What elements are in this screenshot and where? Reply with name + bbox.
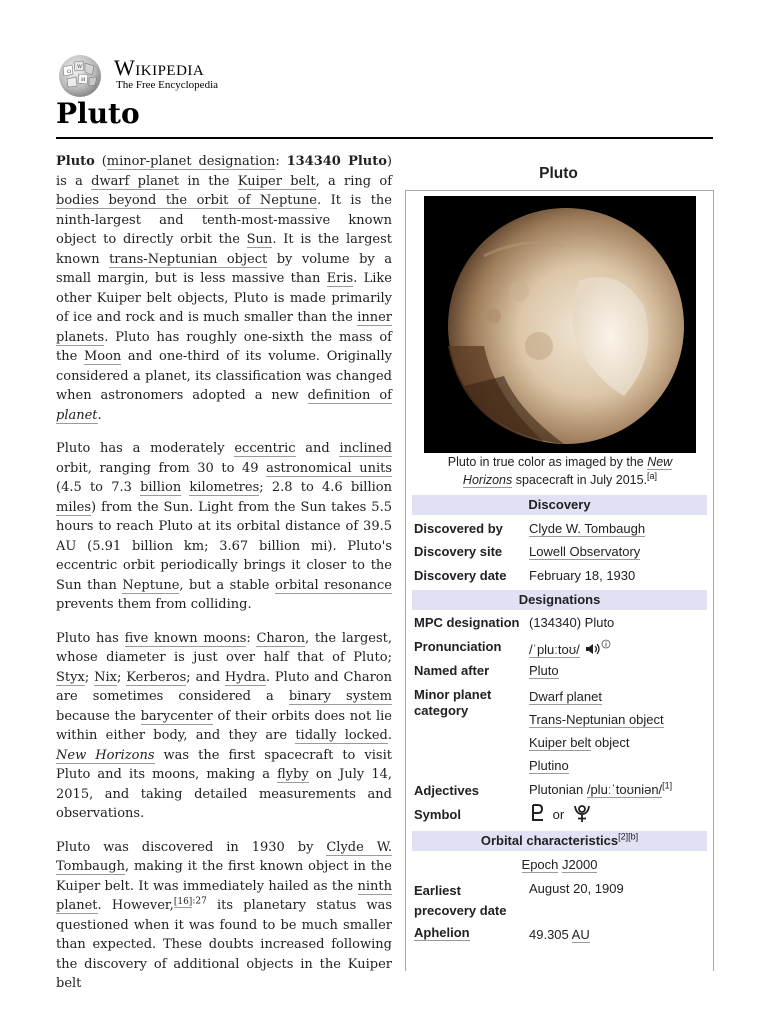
site-wordmark[interactable]: Wikipedia <box>114 55 205 80</box>
value-discovery-date: February 18, 1930 <box>529 568 636 583</box>
svg-text:W: W <box>77 64 83 70</box>
link-aphelion[interactable]: Aphelion <box>414 925 470 940</box>
link-hydra[interactable]: Hydra <box>224 669 266 685</box>
paragraph-4 <box>56 838 392 994</box>
text: in the <box>179 173 238 189</box>
text: object <box>591 735 630 750</box>
link-five-known-moons[interactable]: five known moons <box>124 630 247 646</box>
pluto-bident-icon[interactable] <box>572 803 592 823</box>
text: Pluto <box>56 154 95 169</box>
citation-link[interactable]: [16] <box>173 896 193 907</box>
text: 49.305 <box>529 927 569 942</box>
link-new-horizons[interactable] <box>56 748 155 764</box>
value-aphelion <box>529 927 709 943</box>
text: : <box>246 630 257 646</box>
link-flyby[interactable]: flyby <box>277 767 309 782</box>
label-mpc-designation: MPC designation <box>414 615 520 630</box>
svg-text:И: И <box>81 77 86 83</box>
link-styx[interactable]: Styx <box>56 669 85 685</box>
text: ; 2.8 to 4.6 billion <box>259 480 392 495</box>
link-barycenter[interactable]: barycenter <box>140 708 213 724</box>
text: . However, <box>97 898 174 913</box>
link-pluto-mythology[interactable]: Pluto <box>529 663 559 678</box>
link-trans-neptunian-object[interactable]: Trans-Neptunian object <box>529 712 664 727</box>
link-trans-neptunian-object[interactable]: trans-Neptunian object <box>109 251 268 267</box>
value-mpc-designation: (134340) Pluto <box>529 615 615 630</box>
label-minor-planet-category: Minor planet category <box>414 687 492 718</box>
citation-page: :27 <box>192 896 207 907</box>
pluto-pl-monogram-icon[interactable] <box>529 803 545 823</box>
link-kuiper-belt[interactable]: Kuiper belt <box>529 735 592 750</box>
link-sun[interactable]: Sun <box>246 232 273 247</box>
link-kerberos[interactable]: Kerberos <box>126 669 187 685</box>
text: its planetary status was questioned when it was found to be much smaller than expected. These doubts increased following the discovery of additional objects in the Kuiper belt <box>56 898 392 991</box>
link-tidally-locked[interactable]: tidally locked <box>295 728 388 743</box>
text: definition of <box>307 388 392 403</box>
link-trans-neptune-bodies[interactable]: bodies beyond the orbit of Neptune <box>56 193 317 208</box>
label-pronunciation: Pronunciation <box>414 639 502 654</box>
text: . Pluto has roughly one-sixth the mass of the <box>56 329 392 364</box>
link-eccentric[interactable]: eccentric <box>234 441 296 456</box>
text: . It is the ninth-largest and tenth-most-massive known object to directly orbit the <box>56 193 392 247</box>
image-caption <box>426 453 694 489</box>
link-clyde-tombaugh[interactable]: Clyde W. Tombaugh <box>529 521 646 536</box>
text: , making it the first known object in the Kuiper belt. It was immediately hailed as the <box>56 859 392 894</box>
link-dwarf-planet[interactable]: Dwarf planet <box>529 689 602 704</box>
text: of their orbits does not lie within either body, and they are <box>56 708 392 743</box>
section-designations: Designations <box>412 590 707 610</box>
text: Pluto in true color as imaged by the <box>447 455 648 469</box>
epoch-row <box>412 857 707 873</box>
text: because the <box>56 708 141 724</box>
text: and one-third of its volume. Originally considered a planet, its classification was changed when astronomers adopted a new <box>56 349 392 403</box>
section-orbital-characteristics <box>412 831 707 851</box>
text: , the largest, whose diameter is just over half that of Pluto; <box>56 630 393 665</box>
label-discovered-by: Discovered by <box>414 521 503 536</box>
link-epoch[interactable]: Epoch <box>521 857 559 872</box>
text: (4.5 to 7.3 <box>56 480 141 495</box>
link-eris[interactable]: Eris <box>326 271 354 286</box>
label-discovery-date: Discovery date <box>414 568 507 583</box>
text: . <box>97 407 102 423</box>
citation-1[interactable]: [1] <box>662 780 673 791</box>
page-title: Pluto <box>56 97 140 130</box>
link-nix[interactable]: Nix <box>94 669 117 685</box>
link-kuiper-belt[interactable]: Kuiper belt <box>237 173 316 189</box>
citation-2[interactable]: [2] <box>618 831 629 842</box>
note-b[interactable]: [b] <box>628 831 639 842</box>
label-symbol: Symbol <box>414 807 461 822</box>
text: prevents them from colliding. <box>56 597 252 612</box>
text: ) is a <box>56 154 392 189</box>
info-icon[interactable] <box>601 639 611 649</box>
text: New Horizons <box>56 747 155 763</box>
text: . Like other Kuiper belt objects, Pluto is made primarily of ice and rock and is much smaller than the <box>56 271 392 325</box>
link-neptune[interactable]: Neptune <box>122 577 180 593</box>
value-pronunciation <box>529 639 709 658</box>
infobox-caption: Pluto <box>539 165 578 182</box>
link-j2000[interactable]: J2000 <box>562 857 598 872</box>
text: , but a stable <box>179 577 275 593</box>
text: by volume by a small margin, but is less massive than <box>56 251 392 286</box>
text: . <box>387 728 392 743</box>
link-binary-system[interactable]: binary system <box>288 689 392 704</box>
text: 134340 Pluto <box>286 154 387 169</box>
text: on July 14, 2015, and taking detailed measurements and observations. <box>56 767 392 821</box>
article-body <box>56 152 393 991</box>
text: Pluto was discovered in 1930 by <box>56 839 327 855</box>
link-moon[interactable]: Moon <box>83 349 122 364</box>
text: , a ring of <box>315 173 393 189</box>
label-aphelion <box>414 925 524 941</box>
svg-text:Ω: Ω <box>67 69 72 75</box>
label-discovery-site: Discovery site <box>414 544 503 559</box>
text: New Horizons <box>462 455 673 487</box>
text: ) from the Sun. Light from the Sun takes 5.5 hours to reach Pluto at its orbital distance of 39.5 AU (5.91 billion km; 3.67 billion mi). Pluto's eccentric orbit periodically brings it closer to the Sun than <box>56 499 392 593</box>
text: was the first spacecraft to visit Pluto and its moons, making a <box>56 747 392 782</box>
citation-16[interactable] <box>174 897 207 908</box>
link-ninth-planet[interactable]: ninth planet <box>56 878 392 913</box>
value-symbol <box>529 803 709 823</box>
link-billion[interactable]: billion <box>140 480 182 495</box>
text: Plutonian <box>529 782 584 797</box>
ipa-adjective[interactable]: /pluːˈtoʊniən/ <box>586 782 663 797</box>
link-inclined[interactable]: inclined <box>339 441 392 456</box>
text: : <box>275 154 287 169</box>
value-adjectives <box>529 782 709 798</box>
link-clyde-tombaugh[interactable]: Clyde W. Tombaugh <box>56 839 392 874</box>
wikipedia-globe-logo[interactable] <box>55 53 105 99</box>
paragraph-1 <box>56 152 392 425</box>
text: . It is the largest known <box>56 232 392 267</box>
text: Pluto has <box>56 630 125 646</box>
text: Pluto has a moderately <box>56 441 235 456</box>
label-named-after: Named after <box>414 663 490 678</box>
link-kilometres[interactable]: kilometres <box>189 480 260 495</box>
link-astronomical-units[interactable]: astronomical units <box>266 460 392 476</box>
paragraph-3 <box>56 629 392 824</box>
text: . Pluto and Charon are sometimes considered a <box>56 669 392 704</box>
link-orbital-resonance[interactable]: orbital resonance <box>274 577 392 593</box>
text: planet <box>56 407 98 423</box>
link-inner-planets[interactable]: inner planets <box>56 310 392 345</box>
text: and <box>295 441 340 456</box>
link-charon[interactable]: Charon <box>256 630 305 646</box>
text: orbit, ranging from 30 to 49 <box>56 460 267 476</box>
link-dwarf-planet[interactable]: dwarf planet <box>91 173 180 189</box>
text: Orbital characteristics <box>480 833 619 848</box>
link-miles[interactable]: miles <box>56 499 92 515</box>
text: ; <box>116 669 127 685</box>
text: ; and <box>186 669 225 685</box>
section-discovery: Discovery <box>412 495 707 515</box>
text: ( <box>94 154 107 169</box>
link-minor-planet-designation[interactable]: minor-planet designation <box>106 154 276 169</box>
label-earliest-precovery: Earliest precovery date <box>414 883 507 918</box>
value-earliest-precovery: August 20, 1909 <box>529 881 624 896</box>
link-plutino[interactable]: Plutino <box>529 758 569 773</box>
link-lowell-observatory[interactable]: Lowell Observatory <box>529 544 641 559</box>
ipa-pronunciation[interactable]: /ˈpluːtoʊ/ <box>529 642 580 657</box>
symbol-or: or <box>552 807 565 822</box>
paragraph-2 <box>56 439 392 615</box>
note-a[interactable]: [a] <box>647 470 658 481</box>
title-divider <box>56 137 713 139</box>
pluto-image[interactable] <box>424 196 696 453</box>
text: spacecraft in July 2015. <box>512 473 648 487</box>
link-au[interactable]: AU <box>571 927 590 942</box>
site-tagline: The Free Encyclopedia <box>116 79 219 91</box>
label-adjectives: Adjectives <box>414 783 480 798</box>
infobox <box>405 190 714 971</box>
text: ; <box>84 669 95 685</box>
speaker-icon[interactable] <box>585 643 601 655</box>
